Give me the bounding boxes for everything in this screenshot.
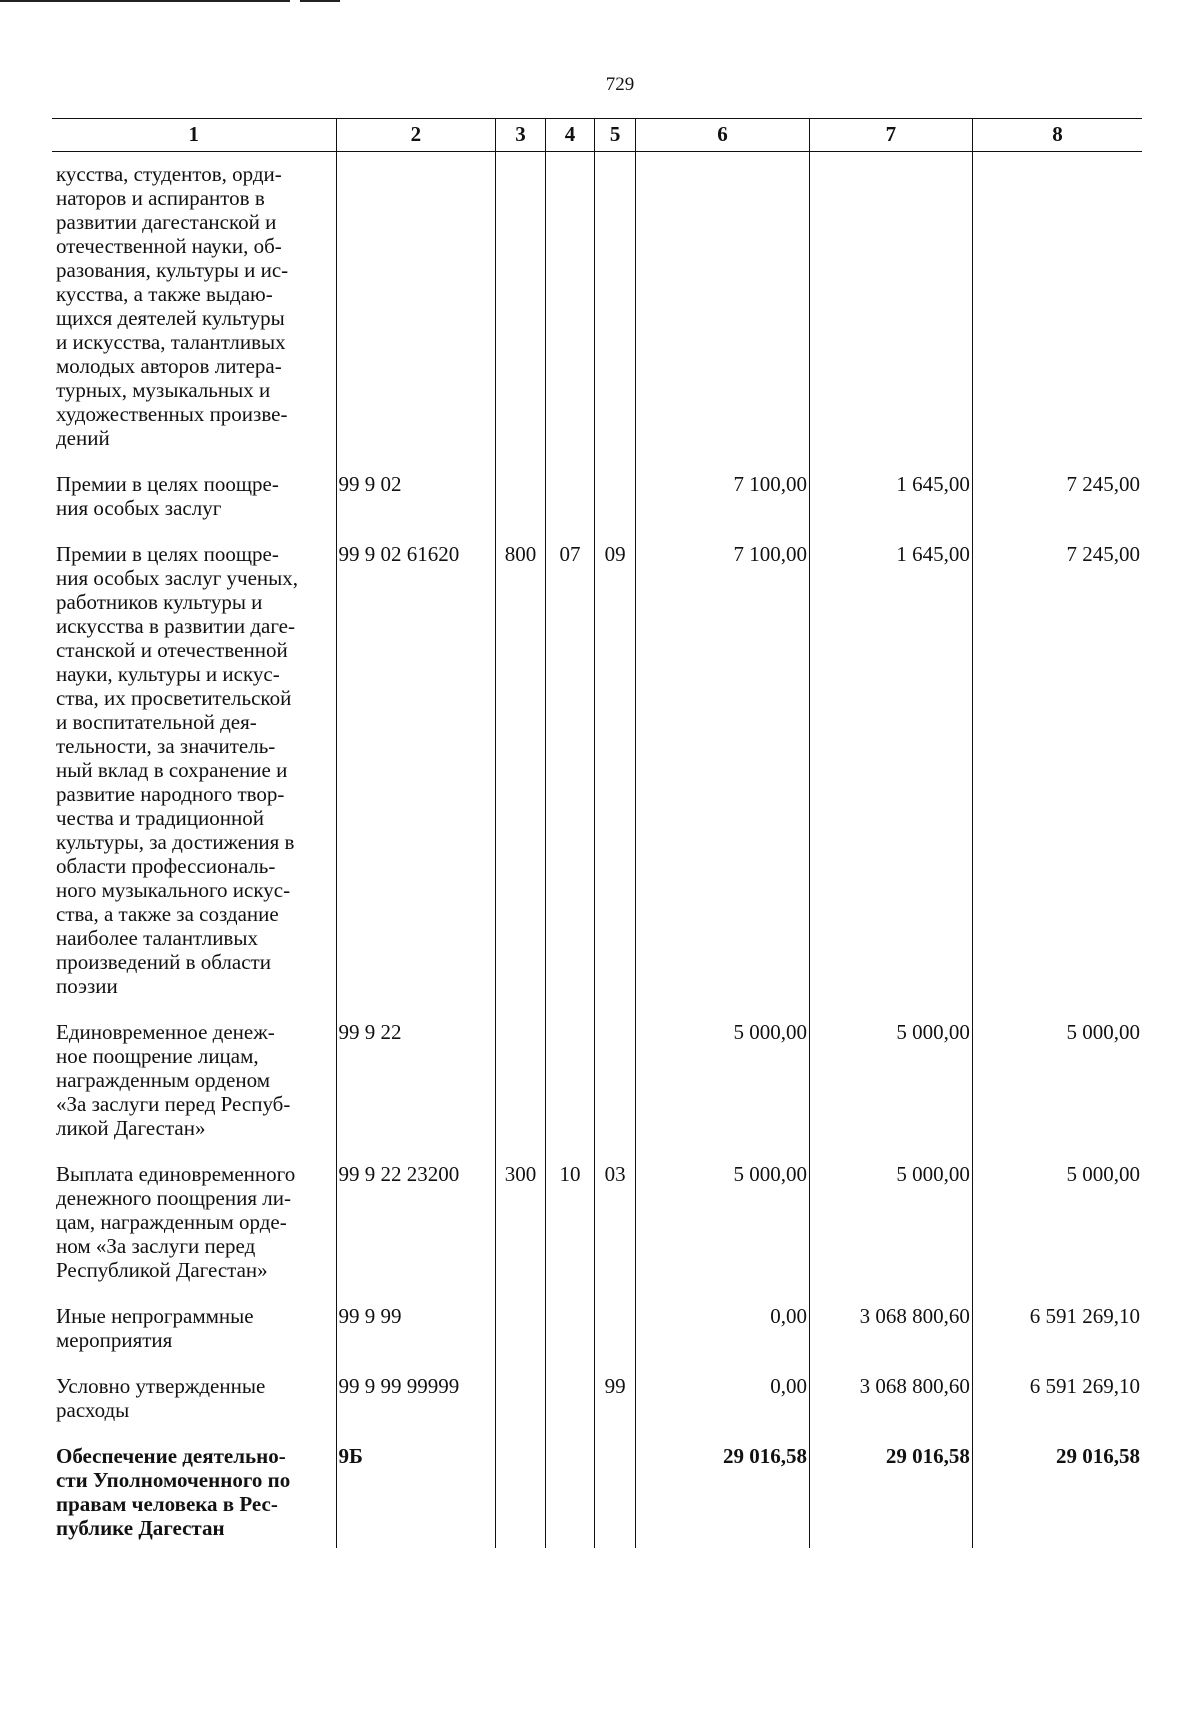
column-header: 6 — [635, 119, 809, 152]
row-name: Премии в целях поощре- ния особых заслуг — [56, 472, 279, 520]
row-value-8 — [972, 152, 1142, 473]
row-value-6: 0,00 — [635, 1304, 809, 1374]
row-value-7: 1 645,00 — [809, 472, 972, 542]
row-subsection: 09 — [595, 542, 636, 1020]
column-header: 4 — [545, 119, 595, 152]
header-row — [52, 119, 1142, 152]
row-name: Условно утвержденные расходы — [56, 1374, 266, 1422]
row-value-8: 5 000,00 — [972, 1020, 1142, 1162]
row-type-code — [496, 472, 546, 542]
row-name: Обеспечение деятельно- сти Уполномоченного по правам человека в Рес- публике Дагестан — [56, 1444, 291, 1540]
table-row — [52, 1444, 1142, 1548]
table-row — [52, 1304, 1142, 1374]
row-section: 07 — [545, 542, 595, 1020]
row-value-6: 7 100,00 — [635, 542, 809, 1020]
row-code — [336, 152, 496, 473]
row-type-code — [496, 1444, 546, 1548]
row-value-6: 5 000,00 — [635, 1020, 809, 1162]
budget-table — [52, 118, 1142, 1548]
row-value-8: 7 245,00 — [972, 472, 1142, 542]
table-row — [52, 542, 1142, 1020]
table-row — [52, 1020, 1142, 1162]
row-subsection — [595, 1020, 636, 1162]
row-section — [545, 1374, 595, 1444]
row-name: Единовременное денеж- ное поощрение лицам, награжденным орденом «За заслуги перед Респуб- ликой Дагестан» — [56, 1020, 291, 1140]
row-value-7: 3 068 800,60 — [809, 1374, 972, 1444]
row-subsection — [595, 1304, 636, 1374]
row-subsection — [595, 472, 636, 542]
row-value-8: 7 245,00 — [972, 542, 1142, 1020]
row-type-code: 800 — [496, 542, 546, 1020]
row-section — [545, 152, 595, 473]
row-value-8: 6 591 269,10 — [972, 1304, 1142, 1374]
row-section — [545, 1444, 595, 1548]
row-value-8: 29 016,58 — [972, 1444, 1142, 1548]
scan-edge-line — [0, 0, 290, 2]
column-header: 2 — [336, 119, 496, 152]
table-body — [52, 152, 1142, 1549]
row-section — [545, 1020, 595, 1162]
row-type-code — [496, 1374, 546, 1444]
row-name: Премии в целях поощре- ния особых заслуг ученых, работников культуры и искусства в развитии даге- станской и отечественной науки, культуры и искус- ства, их просветительской и воспитательной дея- тельности, за значитель- ный вклад в сохранение и развитие народного твор- чества и традиционной культуры, за достижения в области профессиональ- ного музыкального искус- ства, а также за создание наиболее талантливых произведений в области поэзии — [56, 542, 299, 998]
row-code: 99 9 22 — [336, 1020, 496, 1162]
row-value-7: 5 000,00 — [809, 1162, 972, 1304]
row-type-code — [496, 1020, 546, 1162]
row-value-7: 29 016,58 — [809, 1444, 972, 1548]
row-value-6: 0,00 — [635, 1374, 809, 1444]
row-name: кусства, студентов, орди- наторов и аспирантов в развитии дагестанской и отечественной науки, об- разования, культуры и ис- кусства, а также выдаю- щихся деятелей культуры и искусства, талантливых молодых авторов литера- турных, музыкальных и художественных произве- дений — [56, 162, 289, 450]
row-code: 99 9 02 — [336, 472, 496, 542]
row-value-6 — [635, 152, 809, 473]
column-header: 8 — [972, 119, 1142, 152]
page-number: 729 — [605, 74, 635, 95]
row-section: 10 — [545, 1162, 595, 1304]
table-row — [52, 1162, 1142, 1304]
table-row — [52, 152, 1142, 473]
row-code: 99 9 99 99999 — [336, 1374, 496, 1444]
row-value-8: 5 000,00 — [972, 1162, 1142, 1304]
column-header: 3 — [496, 119, 546, 152]
row-value-6: 5 000,00 — [635, 1162, 809, 1304]
row-code: 99 9 99 — [336, 1304, 496, 1374]
table-row — [52, 1374, 1142, 1444]
row-value-7: 1 645,00 — [809, 542, 972, 1020]
row-subsection — [595, 1444, 636, 1548]
row-code: 99 9 02 61620 — [336, 542, 496, 1020]
row-subsection: 03 — [595, 1162, 636, 1304]
row-type-code — [496, 152, 546, 473]
column-header: 7 — [809, 119, 972, 152]
column-header: 1 — [52, 119, 336, 152]
row-name: Выплата единовременного денежного поощрения ли- цам, награжденным орде- ном «За заслуги перед Республикой Дагестан» — [56, 1162, 296, 1282]
row-value-7 — [809, 152, 972, 473]
row-subsection: 99 — [595, 1374, 636, 1444]
row-name: Иные непрограммные мероприятия — [56, 1304, 254, 1352]
row-subsection — [595, 152, 636, 473]
row-section — [545, 472, 595, 542]
row-section — [545, 1304, 595, 1374]
row-type-code — [496, 1304, 546, 1374]
row-value-6: 29 016,58 — [635, 1444, 809, 1548]
row-value-6: 7 100,00 — [635, 472, 809, 542]
table-row — [52, 472, 1142, 542]
row-value-8: 6 591 269,10 — [972, 1374, 1142, 1444]
row-value-7: 5 000,00 — [809, 1020, 972, 1162]
scan-edge-line — [300, 0, 340, 2]
row-type-code: 300 — [496, 1162, 546, 1304]
column-header: 5 — [595, 119, 636, 152]
row-value-7: 3 068 800,60 — [809, 1304, 972, 1374]
row-code: 99 9 22 23200 — [336, 1162, 496, 1304]
row-code: 9Б — [336, 1444, 496, 1548]
